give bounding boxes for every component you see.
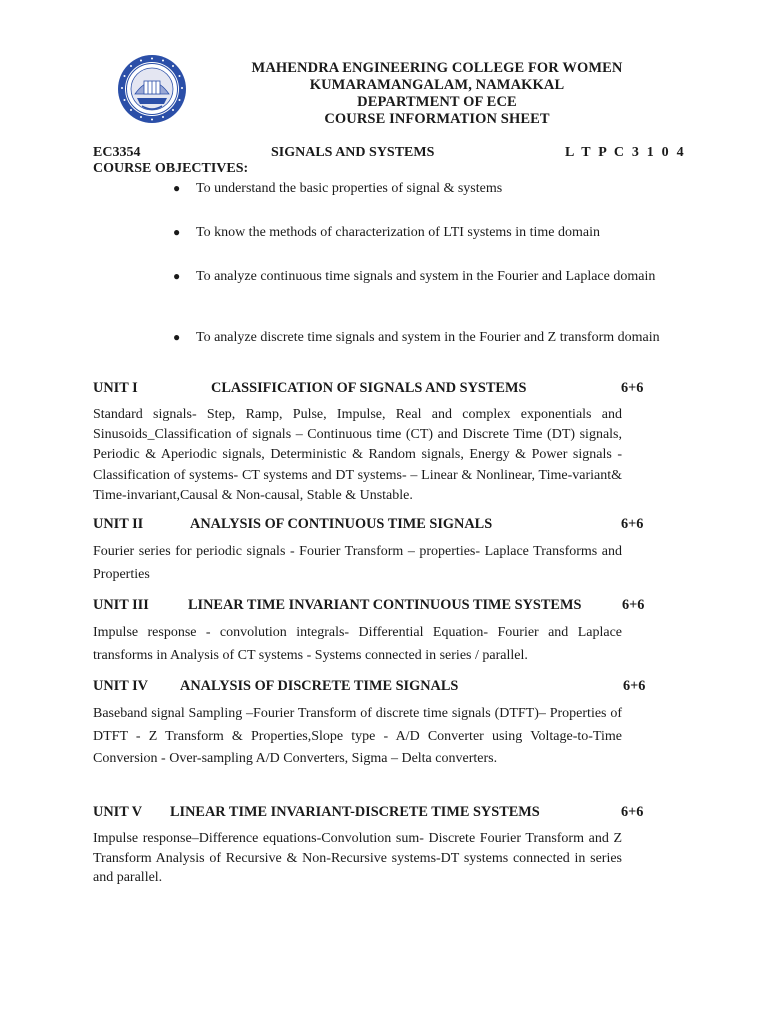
objective-text: To understand the basic properties of signal & systems bbox=[196, 181, 503, 196]
unit-hours: 6+6 bbox=[621, 380, 644, 396]
unit-title: CLASSIFICATION OF SIGNALS AND SYSTEMS bbox=[211, 380, 527, 396]
unit-heading bbox=[93, 678, 653, 696]
unit-title: LINEAR TIME INVARIANT-DISCRETE TIME SYSTEMS bbox=[170, 804, 540, 820]
college-name: MAHENDRA ENGINEERING COLLEGE FOR WOMEN bbox=[251, 60, 623, 76]
course-title: SIGNALS AND SYSTEMS bbox=[271, 145, 435, 160]
unit-label: UNIT II bbox=[93, 516, 144, 532]
objective-text: To analyze continuous time signals and system in the Fourier and Laplace domain bbox=[196, 269, 656, 284]
course-line bbox=[93, 145, 686, 162]
unit-content: Impulse response - convolution integrals- Differential Equation- Fourier and Laplace transforms in Analysis of CT systems - Systems connected in series / parallel. bbox=[93, 625, 622, 663]
college-location: KUMARAMANGALAM, NAMAKKAL bbox=[309, 77, 565, 93]
unit-content: Impulse response–Difference equations-Convolution sum- Discrete Fourier Transform and Z Transform Analysis of Recursive & Non-Recursive systems-DT systems connected in series and parallel. bbox=[93, 831, 622, 885]
bullet-icon: ● bbox=[173, 330, 181, 344]
unit-content: Fourier series for periodic signals - Fourier Transform – properties- Laplace Transforms and Properties bbox=[93, 544, 622, 582]
objective-text: To analyze discrete time signals and system in the Fourier and Z transform domain bbox=[196, 330, 660, 345]
course-ltpc: L T P C 3 1 0 4 bbox=[565, 145, 686, 160]
bullet-icon: ● bbox=[173, 269, 181, 283]
unit-hours: 6+6 bbox=[622, 597, 645, 613]
unit-label: UNIT IV bbox=[93, 678, 148, 694]
unit-title: ANALYSIS OF CONTINUOUS TIME SIGNALS bbox=[190, 516, 493, 532]
objective-text: To know the methods of characterization of LTI systems in time domain bbox=[196, 225, 601, 240]
unit-content: Standard signals- Step, Ramp, Pulse, Impulse, Real and complex exponentials and Sinusoids_Classification of signals – Continuous time (CT) and Discrete Time (DT) signals, Periodic & Aperiodic signals, Deterministic & Random signals, Energy & Power signals - Classification of systems- CT systems and DT systems- – Linear & Nonlinear, Time-variant& Time-invariant,Causal & Non-causal, Stable & Unstable. bbox=[93, 407, 622, 503]
unit-title: ANALYSIS OF DISCRETE TIME SIGNALS bbox=[180, 678, 459, 694]
unit-hours: 6+6 bbox=[621, 804, 644, 820]
course-code: EC3354 bbox=[93, 145, 141, 160]
objectives-title: COURSE OBJECTIVES: bbox=[93, 161, 249, 176]
unit-hours: 6+6 bbox=[621, 516, 644, 532]
unit-label: UNIT V bbox=[93, 804, 143, 820]
unit-heading bbox=[93, 804, 653, 822]
unit-content: Baseband signal Sampling –Fourier Transform of discrete time signals (DTFT)– Properties of DTFT - Z Transform & Properties,Slope type - A/D Converter using Voltage-to-Time Conversion - Over-sampling A/D Converters, Sigma – Delta converters. bbox=[93, 706, 622, 766]
unit-heading bbox=[93, 597, 653, 615]
college-seal-icon bbox=[117, 54, 187, 124]
bullet-icon: ● bbox=[173, 181, 181, 195]
unit-heading bbox=[93, 380, 653, 398]
unit-title: LINEAR TIME INVARIANT CONTINUOUS TIME SYSTEMS bbox=[188, 597, 582, 613]
unit-label: UNIT I bbox=[93, 380, 138, 396]
unit-heading bbox=[93, 516, 653, 534]
sheet-title: COURSE INFORMATION SHEET bbox=[324, 111, 550, 127]
unit-label: UNIT III bbox=[93, 597, 149, 613]
department-name: DEPARTMENT OF ECE bbox=[357, 94, 517, 110]
bullet-icon: ● bbox=[173, 225, 181, 239]
unit-hours: 6+6 bbox=[623, 678, 646, 694]
document-header bbox=[210, 60, 664, 128]
